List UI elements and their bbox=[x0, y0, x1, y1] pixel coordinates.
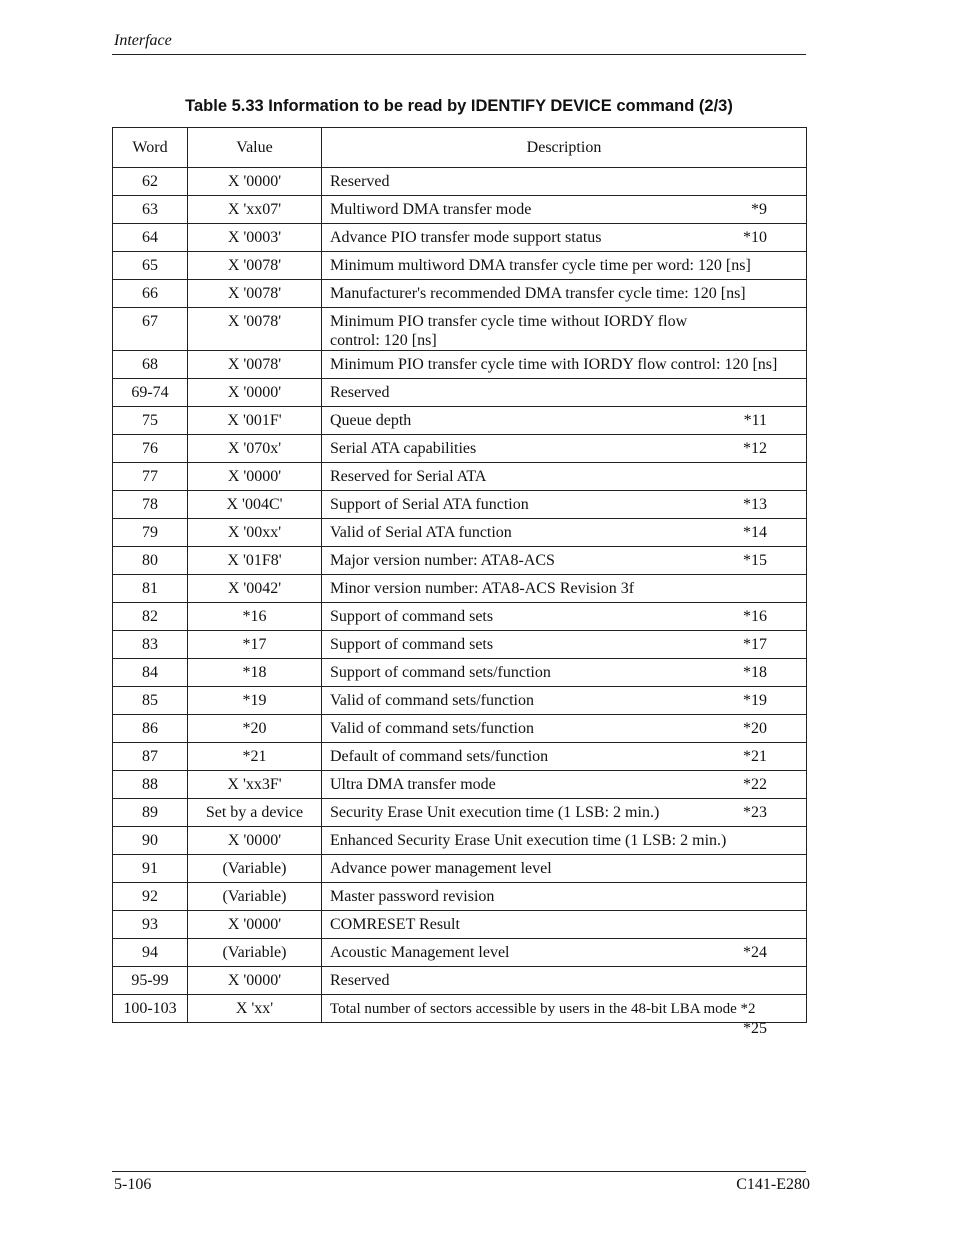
description-text: Manufacturer's recommended DMA transfer cycle time: 120 [ns] bbox=[330, 285, 746, 302]
table-row bbox=[113, 827, 807, 855]
cell-description bbox=[322, 939, 807, 967]
description-text: Reserved bbox=[330, 384, 390, 401]
description-text: Queue depth bbox=[330, 412, 412, 429]
running-header: Interface bbox=[114, 32, 172, 49]
cell-word: 79 bbox=[113, 519, 188, 547]
description-text: Reserved for Serial ATA bbox=[330, 468, 487, 485]
cell-word: 85 bbox=[113, 687, 188, 715]
description-text: Minimum multiword DMA transfer cycle time per word: 120 [ns] bbox=[330, 257, 751, 274]
footnote-reference: *11 bbox=[743, 412, 767, 429]
cell-word: 64 bbox=[113, 224, 188, 252]
description-text: Default of command sets/function bbox=[330, 748, 549, 765]
cell-value: (Variable) bbox=[188, 855, 322, 883]
cell-description bbox=[322, 687, 807, 715]
cell-value: *17 bbox=[188, 631, 322, 659]
cell-word: 63 bbox=[113, 196, 188, 224]
footnote-reference: *24 bbox=[743, 944, 767, 961]
cell-word: 89 bbox=[113, 799, 188, 827]
table-row bbox=[113, 631, 807, 659]
cell-description bbox=[322, 547, 807, 575]
cell-word: 75 bbox=[113, 407, 188, 435]
table-row bbox=[113, 547, 807, 575]
footnote-reference: *18 bbox=[743, 664, 767, 681]
description-text: Multiword DMA transfer mode bbox=[330, 201, 532, 218]
cell-value: X '0000' bbox=[188, 911, 322, 939]
table-row bbox=[113, 463, 807, 491]
table-row bbox=[113, 351, 807, 379]
cell-word: 76 bbox=[113, 435, 188, 463]
cell-value: X '004C' bbox=[188, 491, 322, 519]
cell-description bbox=[322, 491, 807, 519]
header-rule bbox=[112, 54, 806, 55]
description-text: Total number of sectors accessible by users in the 48-bit LBA mode *2 bbox=[330, 1001, 756, 1017]
table-row bbox=[113, 911, 807, 939]
description-text: Reserved bbox=[330, 972, 390, 989]
column-header-description: Description bbox=[322, 128, 807, 168]
cell-description bbox=[322, 519, 807, 547]
cell-description bbox=[322, 351, 807, 379]
cell-value: X '0078' bbox=[188, 351, 322, 379]
cell-value: X '01F8' bbox=[188, 547, 322, 575]
table-row bbox=[113, 715, 807, 743]
table-row bbox=[113, 491, 807, 519]
description-text-continued: control: 120 [ns] bbox=[330, 332, 437, 349]
description-text: Support of command sets bbox=[330, 608, 494, 625]
cell-value: X '0000' bbox=[188, 967, 322, 995]
cell-description bbox=[322, 631, 807, 659]
table-row bbox=[113, 435, 807, 463]
table-row bbox=[113, 168, 807, 196]
cell-description bbox=[322, 280, 807, 308]
description-text: Support of command sets/function bbox=[330, 664, 551, 681]
description-text: Master password revision bbox=[330, 888, 495, 905]
cell-value: *18 bbox=[188, 659, 322, 687]
footnote-reference: *21 bbox=[743, 748, 767, 765]
cell-value: (Variable) bbox=[188, 883, 322, 911]
footnote-reference: *22 bbox=[743, 776, 767, 793]
footnote-reference: *12 bbox=[743, 440, 767, 457]
column-header-value: Value bbox=[188, 128, 322, 168]
cell-value: X '001F' bbox=[188, 407, 322, 435]
cell-description bbox=[322, 603, 807, 631]
cell-word: 94 bbox=[113, 939, 188, 967]
table-row bbox=[113, 939, 807, 967]
description-text: Serial ATA capabilities bbox=[330, 440, 477, 457]
cell-description bbox=[322, 715, 807, 743]
cell-description bbox=[322, 463, 807, 491]
cell-value: X 'xx07' bbox=[188, 196, 322, 224]
cell-description bbox=[322, 855, 807, 883]
cell-description bbox=[322, 435, 807, 463]
cell-description bbox=[322, 771, 807, 799]
cell-value: X '0000' bbox=[188, 168, 322, 196]
table-row bbox=[113, 308, 807, 351]
cell-description bbox=[322, 827, 807, 855]
cell-description bbox=[322, 407, 807, 435]
cell-word: 69-74 bbox=[113, 379, 188, 407]
cell-description bbox=[322, 252, 807, 280]
description-text: Advance PIO transfer mode support status bbox=[330, 229, 602, 246]
cell-word: 83 bbox=[113, 631, 188, 659]
description-text: Major version number: ATA8-ACS bbox=[330, 552, 555, 569]
cell-value: X '0000' bbox=[188, 827, 322, 855]
cell-word: 77 bbox=[113, 463, 188, 491]
cell-description bbox=[322, 743, 807, 771]
cell-value: (Variable) bbox=[188, 939, 322, 967]
identify-device-table bbox=[112, 127, 807, 1037]
cell-value: X '0078' bbox=[188, 280, 322, 308]
cell-value: X '070x' bbox=[188, 435, 322, 463]
document-id: C141-E280 bbox=[736, 1176, 810, 1193]
cell-value: X 'xx3F' bbox=[188, 771, 322, 799]
cell-description bbox=[322, 995, 807, 1037]
table-row bbox=[113, 743, 807, 771]
table-row bbox=[113, 995, 807, 1023]
cell-value: X '0078' bbox=[188, 308, 322, 351]
cell-description bbox=[322, 967, 807, 995]
cell-description bbox=[322, 379, 807, 407]
table-header-row bbox=[113, 128, 807, 168]
footnote-reference: *25 bbox=[743, 1020, 767, 1037]
cell-description bbox=[322, 883, 807, 911]
cell-value: *19 bbox=[188, 687, 322, 715]
cell-description bbox=[322, 196, 807, 224]
footnote-reference: *9 bbox=[751, 201, 767, 218]
cell-value: X '0000' bbox=[188, 379, 322, 407]
cell-value: *21 bbox=[188, 743, 322, 771]
page-number: 5-106 bbox=[114, 1176, 152, 1193]
description-text: Minimum PIO transfer cycle time with IORDY flow control: 120 [ns] bbox=[330, 356, 778, 373]
cell-description bbox=[322, 575, 807, 603]
cell-word: 91 bbox=[113, 855, 188, 883]
table-row bbox=[113, 196, 807, 224]
table-row bbox=[113, 687, 807, 715]
cell-value: *20 bbox=[188, 715, 322, 743]
cell-word: 81 bbox=[113, 575, 188, 603]
cell-description bbox=[322, 168, 807, 196]
cell-description bbox=[322, 799, 807, 827]
footnote-reference: *20 bbox=[743, 720, 767, 737]
description-text: Reserved bbox=[330, 173, 390, 190]
footnote-reference: *17 bbox=[743, 636, 767, 653]
cell-description bbox=[322, 308, 807, 351]
cell-word: 88 bbox=[113, 771, 188, 799]
description-text: Valid of Serial ATA function bbox=[330, 524, 512, 541]
footnote-reference: *23 bbox=[743, 804, 767, 821]
cell-word: 100-103 bbox=[113, 995, 188, 1023]
cell-word: 86 bbox=[113, 715, 188, 743]
table-row bbox=[113, 280, 807, 308]
column-header-word: Word bbox=[113, 128, 188, 168]
cell-word: 65 bbox=[113, 252, 188, 280]
description-text: Ultra DMA transfer mode bbox=[330, 776, 496, 793]
cell-word: 80 bbox=[113, 547, 188, 575]
cell-word: 68 bbox=[113, 351, 188, 379]
table-row bbox=[113, 799, 807, 827]
cell-description bbox=[322, 911, 807, 939]
table-row bbox=[113, 967, 807, 995]
footnote-reference: *14 bbox=[743, 524, 767, 541]
table-row bbox=[113, 883, 807, 911]
cell-value: X '00xx' bbox=[188, 519, 322, 547]
table-row bbox=[113, 575, 807, 603]
cell-word: 90 bbox=[113, 827, 188, 855]
table-row bbox=[113, 771, 807, 799]
cell-value: *16 bbox=[188, 603, 322, 631]
cell-word: 95-99 bbox=[113, 967, 188, 995]
table-row bbox=[113, 224, 807, 252]
cell-word: 92 bbox=[113, 883, 188, 911]
description-text: Advance power management level bbox=[330, 860, 552, 877]
footnote-reference: *16 bbox=[743, 608, 767, 625]
description-text: Minimum PIO transfer cycle time without IORDY flow bbox=[330, 313, 688, 330]
description-text: Acoustic Management level bbox=[330, 944, 510, 961]
table-caption: Table 5.33 Information to be read by IDENTIFY DEVICE command (2/3) bbox=[185, 97, 733, 115]
description-text: Support of command sets bbox=[330, 636, 494, 653]
cell-value: Set by a device bbox=[188, 799, 322, 827]
footnote-reference: *15 bbox=[743, 552, 767, 569]
table-row bbox=[113, 855, 807, 883]
cell-value: X 'xx' bbox=[188, 995, 322, 1023]
footer-rule bbox=[112, 1171, 806, 1172]
table-row bbox=[113, 252, 807, 280]
cell-description bbox=[322, 659, 807, 687]
table-row bbox=[113, 519, 807, 547]
cell-word: 93 bbox=[113, 911, 188, 939]
table-row bbox=[113, 659, 807, 687]
description-text: COMRESET Result bbox=[330, 916, 460, 933]
table-row bbox=[113, 407, 807, 435]
description-text: Enhanced Security Erase Unit execution time (1 LSB: 2 min.) bbox=[330, 832, 727, 849]
cell-word: 82 bbox=[113, 603, 188, 631]
cell-word: 87 bbox=[113, 743, 188, 771]
cell-value: X '0003' bbox=[188, 224, 322, 252]
table-row bbox=[113, 603, 807, 631]
description-text: Security Erase Unit execution time (1 LSB: 2 min.) bbox=[330, 804, 660, 821]
footnote-reference: *10 bbox=[743, 229, 767, 246]
description-text: Support of Serial ATA function bbox=[330, 496, 529, 513]
cell-word: 62 bbox=[113, 168, 188, 196]
cell-description bbox=[322, 224, 807, 252]
cell-word: 67 bbox=[113, 308, 188, 351]
footnote-reference: *19 bbox=[743, 692, 767, 709]
footnote-reference: *13 bbox=[743, 496, 767, 513]
description-text: Minor version number: ATA8-ACS Revision 3f bbox=[330, 580, 635, 597]
cell-value: X '0078' bbox=[188, 252, 322, 280]
cell-value: X '0000' bbox=[188, 463, 322, 491]
cell-word: 84 bbox=[113, 659, 188, 687]
description-text: Valid of command sets/function bbox=[330, 692, 534, 709]
description-text: Valid of command sets/function bbox=[330, 720, 534, 737]
cell-word: 78 bbox=[113, 491, 188, 519]
table-body bbox=[113, 168, 807, 1037]
cell-value: X '0042' bbox=[188, 575, 322, 603]
table-row bbox=[113, 379, 807, 407]
cell-word: 66 bbox=[113, 280, 188, 308]
